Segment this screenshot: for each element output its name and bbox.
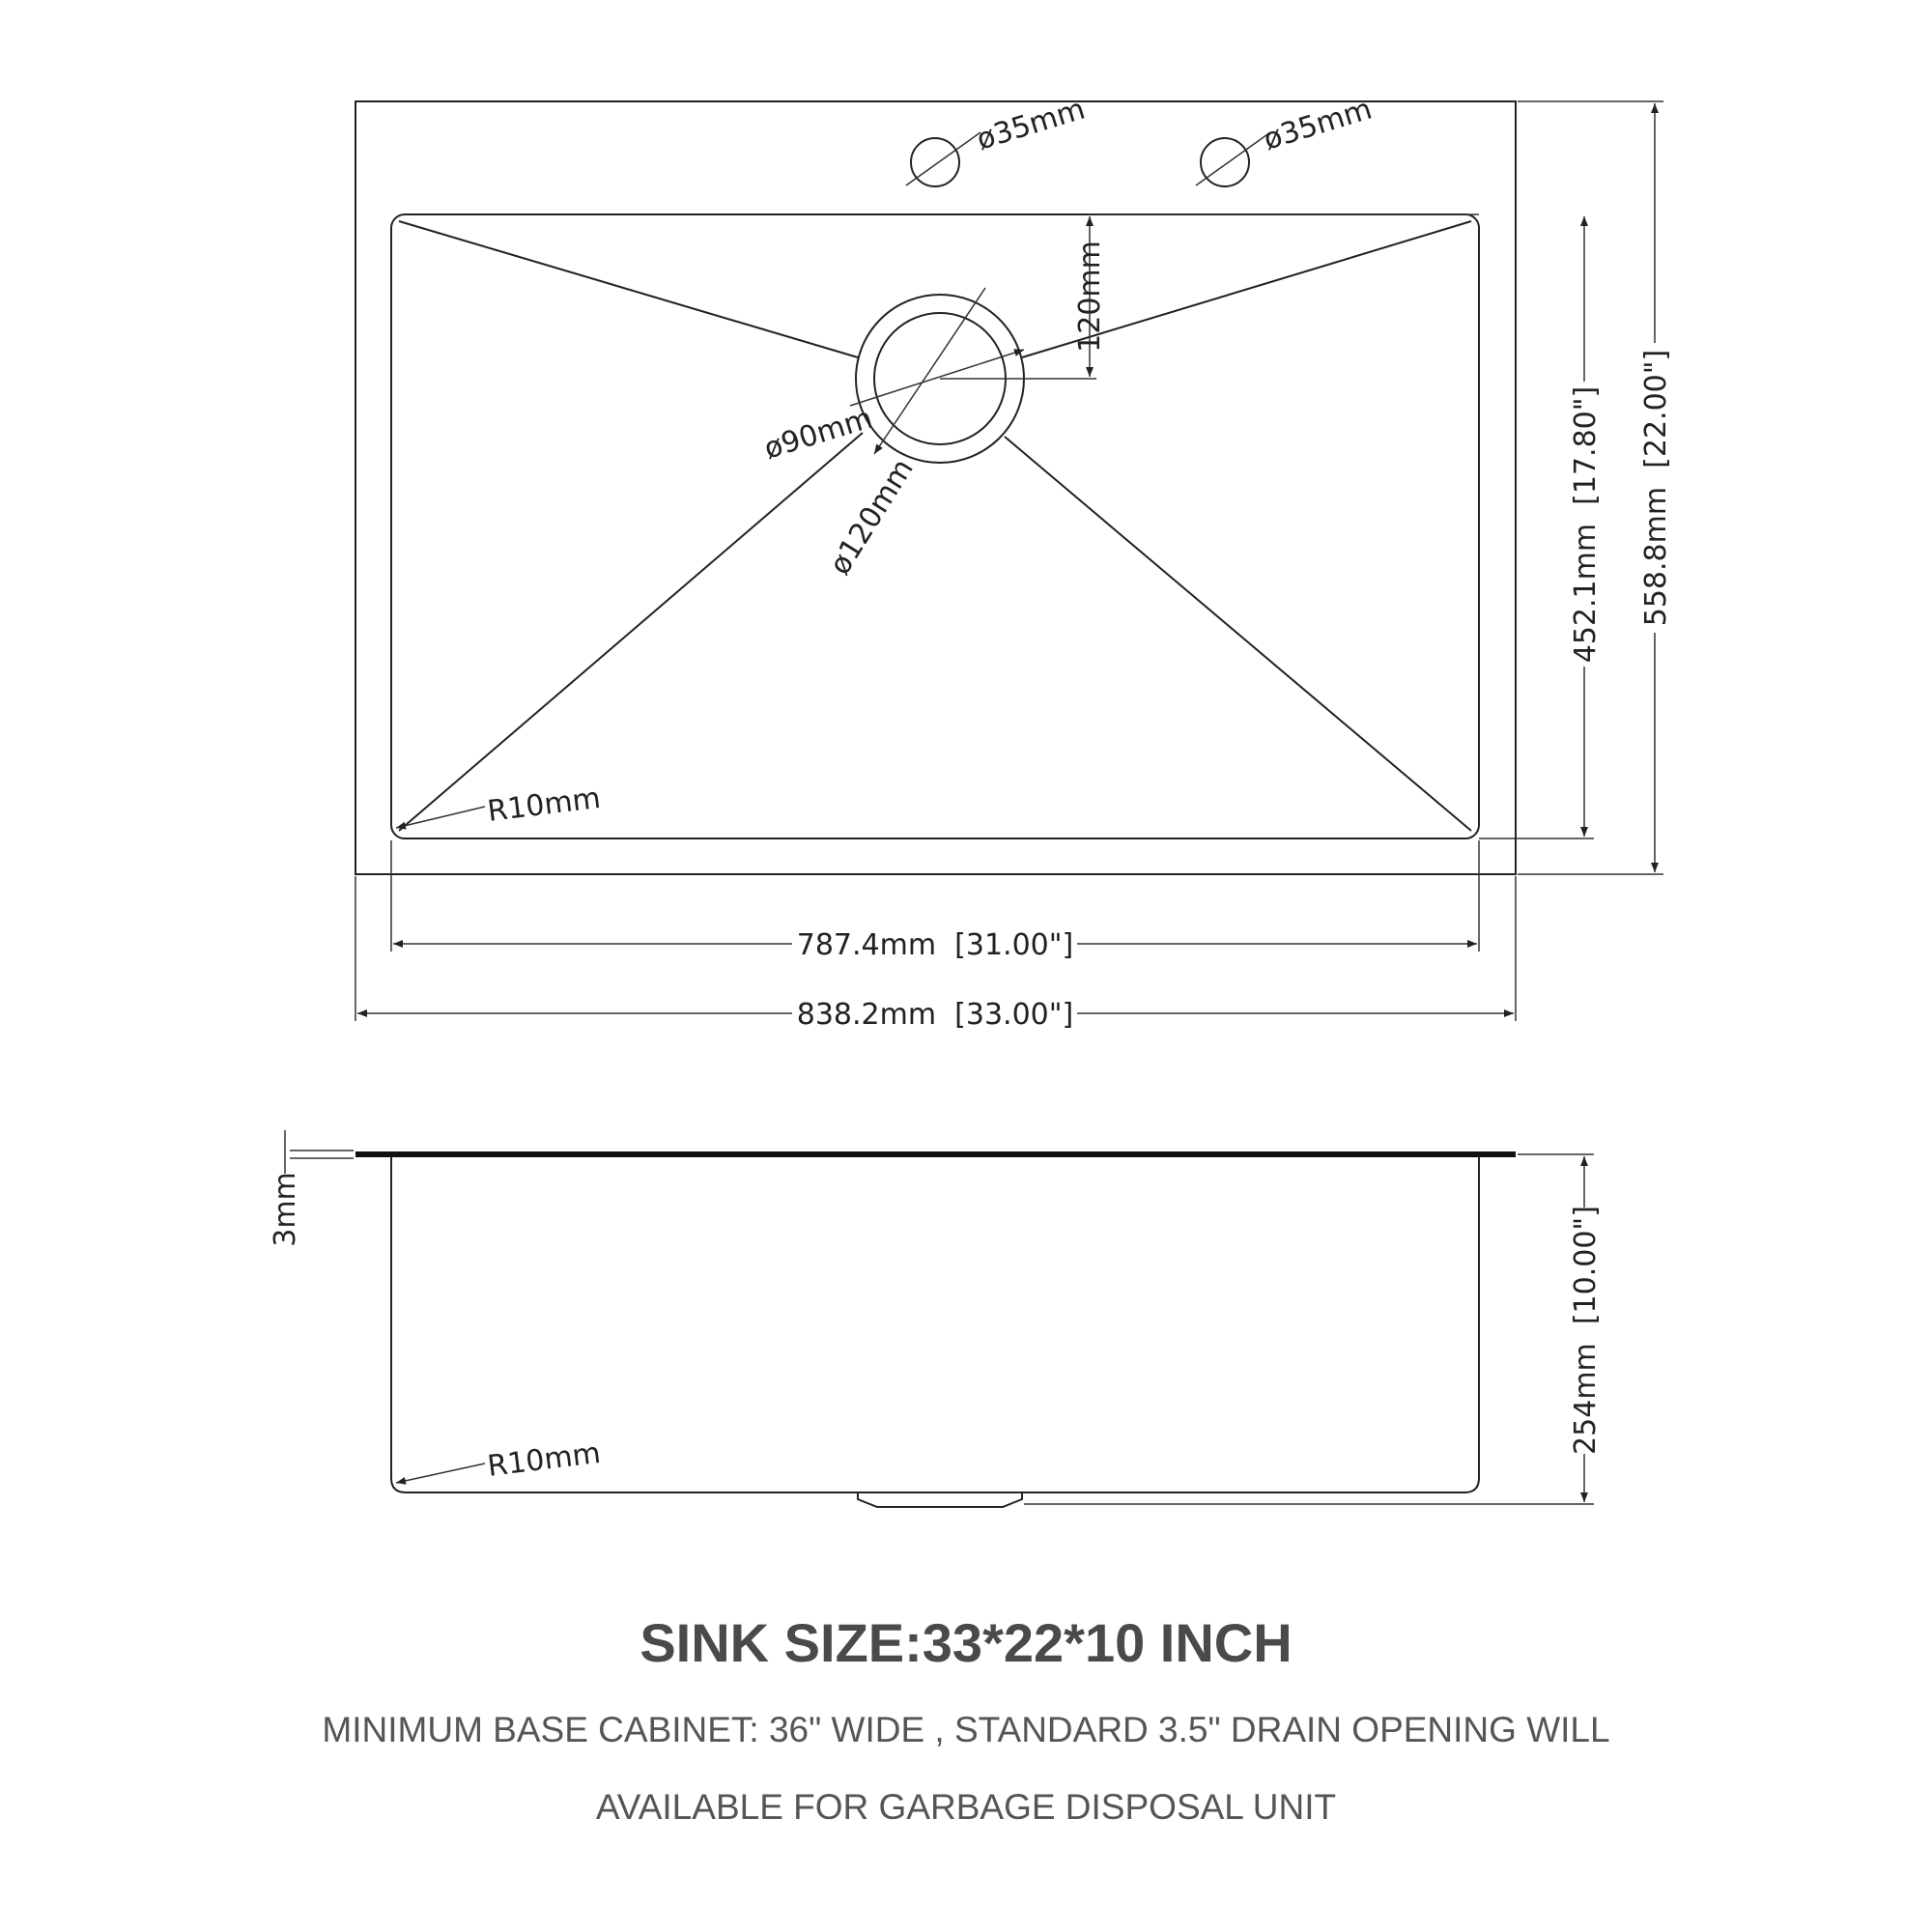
drain-outer-diameter-label: ø120mm [823, 453, 921, 582]
top-corner-radius-label: R10mm [485, 781, 603, 829]
cabinet-note-line1: MINIMUM BASE CABINET: 36" WIDE , STANDARD 3.5" DRAIN OPENING WILL [322, 1710, 1610, 1749]
sink-size-title: SINK SIZE:33*22*10 INCH [639, 1612, 1293, 1673]
drain-nub [858, 1492, 1022, 1507]
side-corner-radius-label: R10mm [485, 1435, 603, 1484]
slope-line [1005, 437, 1471, 831]
flange-thickness-label: 3mm [269, 1172, 302, 1247]
cabinet-note-line2: AVAILABLE FOR GARBAGE DISPOSAL UNIT [595, 1787, 1337, 1827]
side-view [269, 1130, 1603, 1507]
outer-width-label: 838.2mm [33.00"] [796, 998, 1074, 1032]
top-view [355, 93, 1673, 1032]
sink-outer-outline [355, 101, 1516, 874]
inner-width-label: 787.4mm [31.00"] [796, 928, 1074, 962]
outer-length-label: 558.8mm [22.00"] [1639, 349, 1673, 627]
drain-offset-label: 120mm [1073, 241, 1107, 353]
faucet-hole-left-label: ø35mm [973, 92, 1090, 157]
faucet-hole-left [911, 138, 959, 186]
faucet-hole-right [1201, 138, 1249, 186]
depth-label: 254mm [10.00"] [1569, 1206, 1603, 1455]
drain-inner-diameter-label: ø90mm [760, 401, 877, 467]
sink-bowl-outline [391, 214, 1479, 838]
faucet-hole-right-label: ø35mm [1260, 92, 1377, 157]
slope-line [399, 433, 863, 831]
slope-line [399, 221, 858, 357]
inner-length-label: 452.1mm [17.80"] [1569, 385, 1603, 664]
